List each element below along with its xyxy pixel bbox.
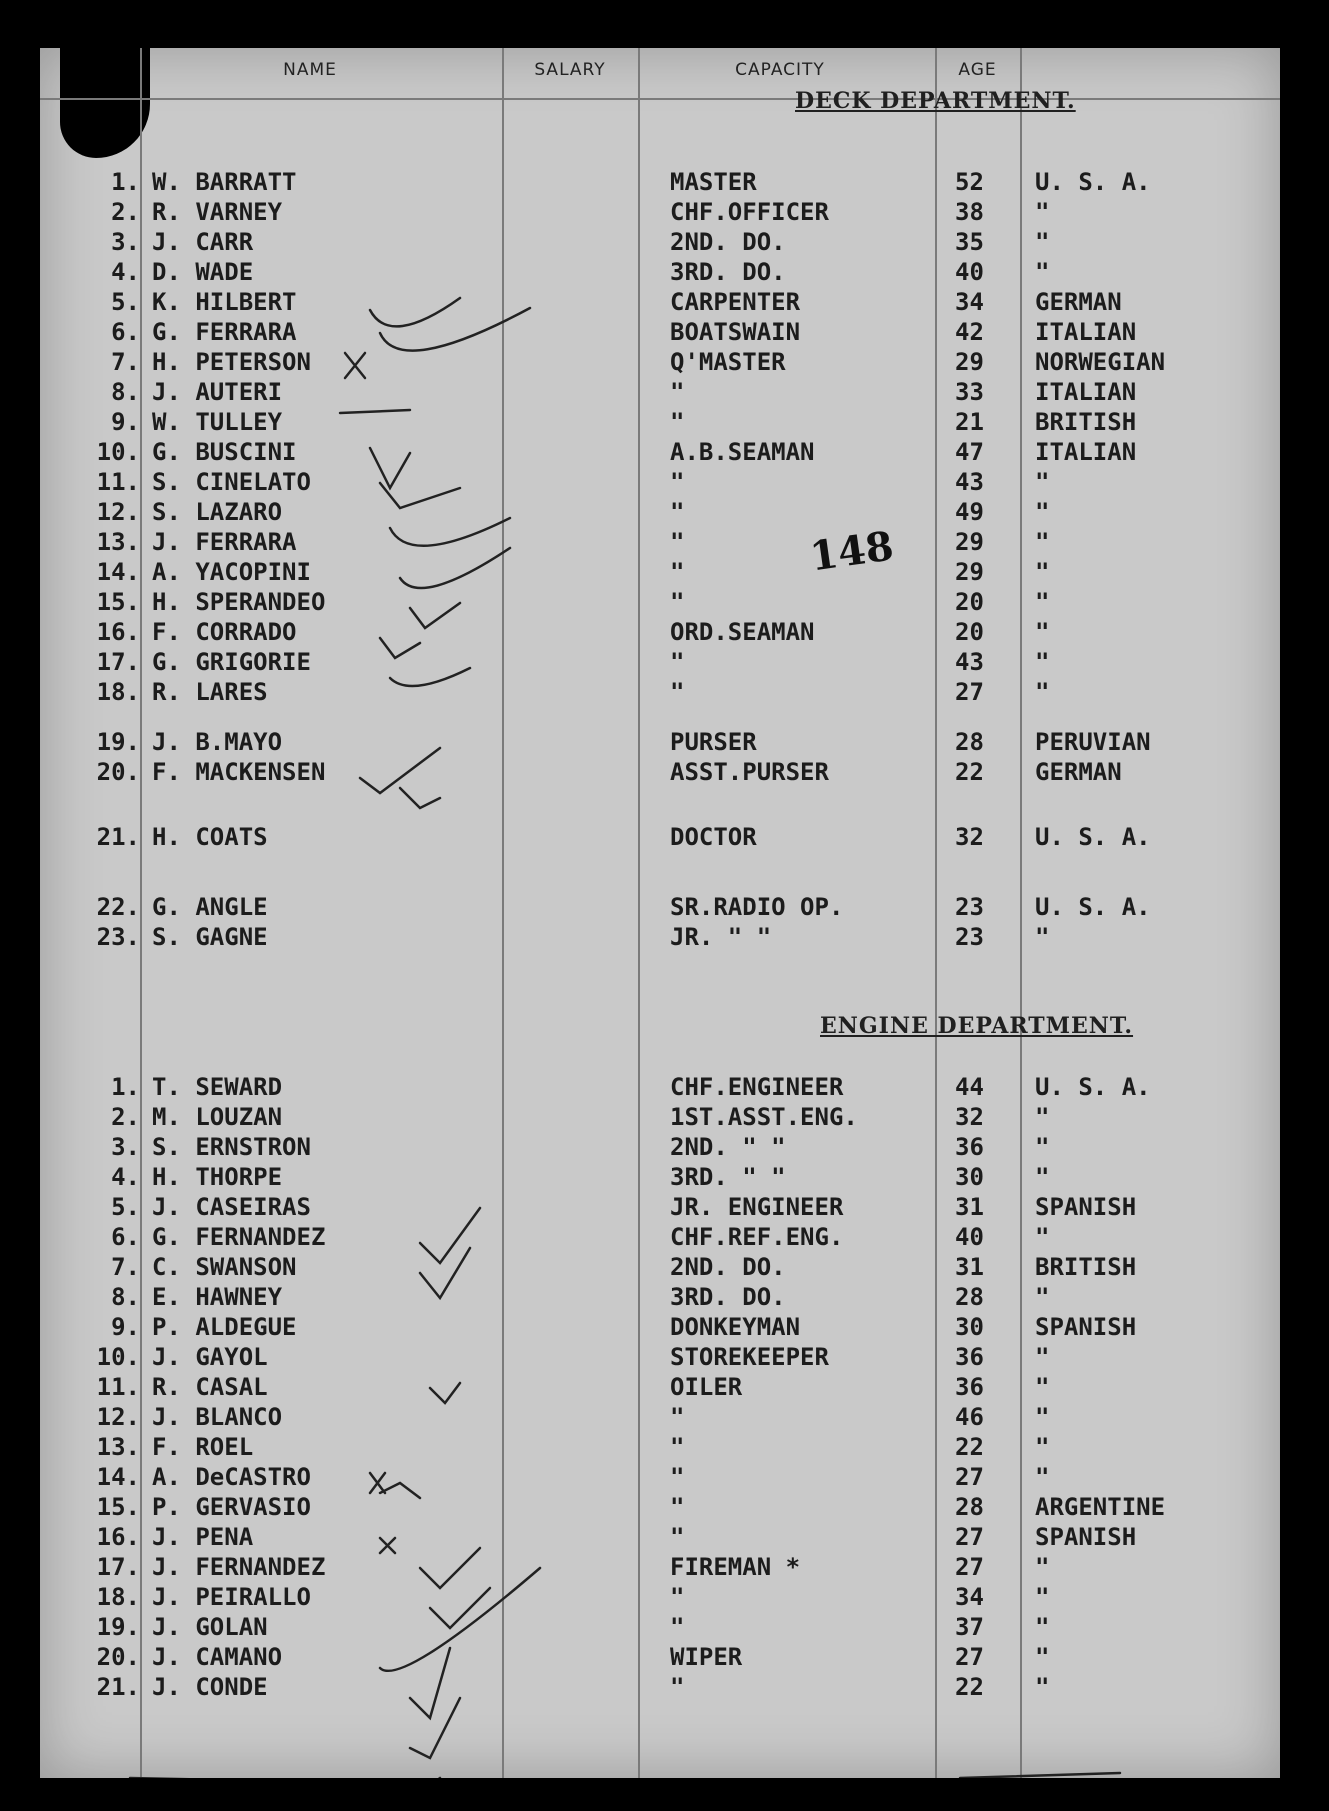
crew-name: J. BLANCO — [152, 1403, 283, 1431]
crew-age: 36 — [955, 1133, 984, 1161]
crew-name: R. CASAL — [152, 1373, 268, 1401]
crew-nationality: " — [1035, 468, 1050, 496]
crew-capacity: FIREMAN * — [670, 1553, 801, 1581]
crew-nationality: BRITISH — [1035, 408, 1137, 436]
crew-nationality: U. S. A. — [1035, 1073, 1151, 1101]
crew-nationality: " — [1035, 618, 1050, 646]
crew-name: J. GAYOL — [152, 1343, 268, 1371]
crew-number: 5. — [111, 1193, 140, 1221]
crew-number: 23. — [96, 923, 140, 951]
crew-age: 49 — [955, 498, 984, 526]
crew-name: S. CINELATO — [152, 468, 311, 496]
crew-name: A. YACOPINI — [152, 558, 311, 586]
crew-capacity: ASST.PURSER — [670, 758, 829, 786]
crew-name: H. PETERSON — [152, 348, 311, 376]
crew-name: G. FERNANDEZ — [152, 1223, 326, 1251]
crew-number: 19. — [96, 728, 140, 756]
salary-header: SALARY — [534, 60, 606, 80]
crew-age: 22 — [955, 758, 984, 786]
crew-name: R. LARES — [152, 678, 268, 706]
crew-age: 32 — [955, 1103, 984, 1131]
crew-age: 28 — [955, 728, 984, 756]
crew-nationality: U. S. A. — [1035, 168, 1151, 196]
crew-name: K. HILBERT — [152, 288, 297, 316]
crew-nationality: BRITISH — [1035, 1253, 1137, 1281]
crew-capacity: CHF.ENGINEER — [670, 1073, 844, 1101]
crew-number: 6. — [111, 1223, 140, 1251]
crew-capacity: " — [670, 498, 685, 526]
crew-capacity: " — [670, 1613, 685, 1641]
crew-nationality: " — [1035, 1283, 1050, 1311]
crew-name: A. DeCASTRO — [152, 1463, 311, 1491]
crew-number: 21. — [96, 823, 140, 851]
crew-age: 38 — [955, 198, 984, 226]
crew-name: G. BUSCINI — [152, 438, 297, 466]
crew-capacity: " — [670, 1463, 685, 1491]
crew-age: 20 — [955, 588, 984, 616]
crew-age: 43 — [955, 468, 984, 496]
crew-nationality: SPANISH — [1035, 1523, 1137, 1551]
crew-number: 15. — [96, 1493, 140, 1521]
crew-number: 3. — [111, 228, 140, 256]
crew-age: 31 — [955, 1193, 984, 1221]
crew-number: 11. — [96, 1373, 140, 1401]
crew-name: R. VARNEY — [152, 198, 283, 226]
crew-nationality: " — [1035, 1673, 1050, 1701]
crew-nationality: " — [1035, 1583, 1050, 1611]
crew-age: 20 — [955, 618, 984, 646]
crew-nationality: U. S. A. — [1035, 893, 1151, 921]
crew-number: 15. — [96, 588, 140, 616]
crew-nationality: GERMAN — [1035, 758, 1122, 786]
crew-name: J. CONDE — [152, 1673, 268, 1701]
crew-nationality: " — [1035, 558, 1050, 586]
handwritten-check-marks — [40, 48, 1280, 1778]
crew-name: T. SEWARD — [152, 1073, 283, 1101]
crew-number: 1. — [111, 168, 140, 196]
crew-number: 21. — [96, 1673, 140, 1701]
crew-number: 12. — [96, 1403, 140, 1431]
crew-capacity: A.B.SEAMAN — [670, 438, 815, 466]
crew-number: 7. — [111, 348, 140, 376]
crew-age: 29 — [955, 528, 984, 556]
crew-nationality: " — [1035, 1433, 1050, 1461]
crew-number: 10. — [96, 438, 140, 466]
crew-nationality: " — [1035, 588, 1050, 616]
crew-nationality: PERUVIAN — [1035, 728, 1151, 756]
crew-nationality: " — [1035, 1163, 1050, 1191]
crew-name: F. ROEL — [152, 1433, 254, 1461]
crew-age: 22 — [955, 1433, 984, 1461]
crew-age: 37 — [955, 1613, 984, 1641]
crew-capacity: " — [670, 678, 685, 706]
crew-number: 5. — [111, 288, 140, 316]
name-header: NAME — [283, 60, 337, 80]
crew-name: J. B.MAYO — [152, 728, 283, 756]
crew-age: 36 — [955, 1373, 984, 1401]
crew-number: 16. — [96, 1523, 140, 1551]
crew-number: 3. — [111, 1133, 140, 1161]
crew-name: D. WADE — [152, 258, 254, 286]
crew-number: 16. — [96, 618, 140, 646]
crew-capacity: 2ND. " " — [670, 1133, 786, 1161]
crew-nationality: SPANISH — [1035, 1313, 1137, 1341]
crew-name: J. FERRARA — [152, 528, 297, 556]
crew-name: G. ANGLE — [152, 893, 268, 921]
crew-nationality: ARGENTINE — [1035, 1493, 1166, 1521]
crew-number: 6. — [111, 318, 140, 346]
crew-capacity: 1ST.ASST.ENG. — [670, 1103, 858, 1131]
crew-capacity: CHF.OFFICER — [670, 198, 829, 226]
crew-capacity: JR. ENGINEER — [670, 1193, 844, 1221]
crew-age: 27 — [955, 1463, 984, 1491]
crew-capacity: 2ND. DO. — [670, 1253, 786, 1281]
crew-name: H. SPERANDEO — [152, 588, 326, 616]
crew-capacity: ORD.SEAMAN — [670, 618, 815, 646]
page-number-stamp: 148 — [807, 522, 897, 581]
crew-name: P. GERVASIO — [152, 1493, 311, 1521]
crew-list-page — [40, 48, 1280, 1778]
crew-age: 52 — [955, 168, 984, 196]
crew-capacity: " — [670, 1403, 685, 1431]
crew-nationality: " — [1035, 258, 1050, 286]
crew-number: 22. — [96, 893, 140, 921]
crew-capacity: DONKEYMAN — [670, 1313, 801, 1341]
crew-name: S. ERNSTRON — [152, 1133, 311, 1161]
crew-nationality: " — [1035, 1343, 1050, 1371]
crew-nationality: " — [1035, 528, 1050, 556]
crew-age: 40 — [955, 258, 984, 286]
crew-number: 17. — [96, 648, 140, 676]
crew-age: 36 — [955, 1343, 984, 1371]
crew-capacity: BOATSWAIN — [670, 318, 801, 346]
crew-name: P. ALDEGUE — [152, 1313, 297, 1341]
crew-name: E. HAWNEY — [152, 1283, 283, 1311]
crew-capacity: 2ND. DO. — [670, 228, 786, 256]
deck-department-title: DECK DEPARTMENT. — [795, 88, 1076, 114]
crew-name: J. PENA — [152, 1523, 254, 1551]
crew-number: 4. — [111, 258, 140, 286]
crew-number: 1. — [111, 1073, 140, 1101]
crew-age: 22 — [955, 1673, 984, 1701]
crew-age: 34 — [955, 288, 984, 316]
crew-age: 27 — [955, 1643, 984, 1671]
crew-capacity: " — [670, 1493, 685, 1521]
crew-name: M. LOUZAN — [152, 1103, 283, 1131]
engine-department-title: ENGINE DEPARTMENT. — [820, 1013, 1134, 1039]
crew-name: H. THORPE — [152, 1163, 283, 1191]
crew-capacity: " — [670, 378, 685, 406]
crew-name: F. MACKENSEN — [152, 758, 326, 786]
crew-capacity: " — [670, 1523, 685, 1551]
crew-age: 27 — [955, 1523, 984, 1551]
crew-capacity: WIPER — [670, 1643, 743, 1671]
crew-capacity: " — [670, 528, 685, 556]
crew-age: 33 — [955, 378, 984, 406]
crew-name: G. FERRARA — [152, 318, 297, 346]
crew-age: 30 — [955, 1313, 984, 1341]
crew-nationality: " — [1035, 1133, 1050, 1161]
crew-number: 13. — [96, 528, 140, 556]
crew-number: 20. — [96, 758, 140, 786]
crew-age: 23 — [955, 893, 984, 921]
age-header: AGE — [958, 60, 997, 80]
crew-capacity: JR. " " — [670, 923, 772, 951]
crew-age: 21 — [955, 408, 984, 436]
crew-nationality: ITALIAN — [1035, 318, 1137, 346]
crew-nationality: " — [1035, 1223, 1050, 1251]
crew-name: W. TULLEY — [152, 408, 283, 436]
crew-number: 2. — [111, 1103, 140, 1131]
crew-number: 10. — [96, 1343, 140, 1371]
crew-age: 44 — [955, 1073, 984, 1101]
crew-age: 34 — [955, 1583, 984, 1611]
crew-name: J. PEIRALLO — [152, 1583, 311, 1611]
crew-capacity: 3RD. " " — [670, 1163, 786, 1191]
crew-age: 40 — [955, 1223, 984, 1251]
crew-age: 35 — [955, 228, 984, 256]
crew-age: 29 — [955, 558, 984, 586]
crew-age: 28 — [955, 1283, 984, 1311]
crew-age: 42 — [955, 318, 984, 346]
crew-capacity: DOCTOR — [670, 823, 757, 851]
crew-capacity: PURSER — [670, 728, 757, 756]
crew-capacity: " — [670, 468, 685, 496]
crew-number: 12. — [96, 498, 140, 526]
crew-name: J. CARR — [152, 228, 254, 256]
crew-number: 8. — [111, 378, 140, 406]
crew-age: 31 — [955, 1253, 984, 1281]
crew-nationality: SPANISH — [1035, 1193, 1137, 1221]
crew-nationality: GERMAN — [1035, 288, 1122, 316]
crew-number: 18. — [96, 678, 140, 706]
crew-age: 30 — [955, 1163, 984, 1191]
crew-nationality: " — [1035, 228, 1050, 256]
crew-nationality: " — [1035, 1613, 1050, 1641]
crew-capacity: STOREKEEPER — [670, 1343, 829, 1371]
crew-name: J. FERNANDEZ — [152, 1553, 326, 1581]
crew-capacity: " — [670, 408, 685, 436]
crew-number: 19. — [96, 1613, 140, 1641]
crew-capacity: CHF.REF.ENG. — [670, 1223, 844, 1251]
crew-age: 47 — [955, 438, 984, 466]
crew-age: 43 — [955, 648, 984, 676]
crew-name: C. SWANSON — [152, 1253, 297, 1281]
crew-name: J. AUTERI — [152, 378, 283, 406]
crew-number: 8. — [111, 1283, 140, 1311]
crew-capacity: " — [670, 588, 685, 616]
crew-number: 9. — [111, 1313, 140, 1341]
crew-nationality: " — [1035, 678, 1050, 706]
crew-age: 27 — [955, 678, 984, 706]
crew-nationality: " — [1035, 1553, 1050, 1581]
crew-capacity: CARPENTER — [670, 288, 801, 316]
crew-number: 20. — [96, 1643, 140, 1671]
crew-name: F. CORRADO — [152, 618, 297, 646]
crew-name: G. GRIGORIE — [152, 648, 311, 676]
crew-number: 18. — [96, 1583, 140, 1611]
capacity-header: CAPACITY — [735, 60, 825, 80]
crew-number: 13. — [96, 1433, 140, 1461]
crew-capacity: SR.RADIO OP. — [670, 893, 844, 921]
crew-nationality: U. S. A. — [1035, 823, 1151, 851]
crew-name: S. LAZARO — [152, 498, 283, 526]
crew-nationality: " — [1035, 923, 1050, 951]
crew-capacity: " — [670, 558, 685, 586]
crew-age: 28 — [955, 1493, 984, 1521]
crew-capacity: 3RD. DO. — [670, 1283, 786, 1311]
crew-capacity: " — [670, 1673, 685, 1701]
crew-number: 2. — [111, 198, 140, 226]
crew-nationality: NORWEGIAN — [1035, 348, 1166, 376]
crew-age: 23 — [955, 923, 984, 951]
crew-number: 17. — [96, 1553, 140, 1581]
crew-number: 9. — [111, 408, 140, 436]
crew-name: J. GOLAN — [152, 1613, 268, 1641]
crew-name: H. COATS — [152, 823, 268, 851]
crew-name: J. CASEIRAS — [152, 1193, 311, 1221]
crew-capacity: OILER — [670, 1373, 743, 1401]
crew-capacity: Q'MASTER — [670, 348, 786, 376]
crew-capacity: " — [670, 1433, 685, 1461]
crew-name: S. GAGNE — [152, 923, 268, 951]
crew-capacity: 3RD. DO. — [670, 258, 786, 286]
crew-number: 7. — [111, 1253, 140, 1281]
crew-nationality: " — [1035, 1403, 1050, 1431]
crew-age: 46 — [955, 1403, 984, 1431]
crew-name: W. BARRATT — [152, 168, 297, 196]
crew-nationality: " — [1035, 198, 1050, 226]
crew-nationality: " — [1035, 1463, 1050, 1491]
crew-name: J. CAMANO — [152, 1643, 283, 1671]
crew-capacity: MASTER — [670, 168, 757, 196]
crew-nationality: " — [1035, 498, 1050, 526]
crew-nationality: " — [1035, 1643, 1050, 1671]
crew-nationality: " — [1035, 648, 1050, 676]
crew-number: 14. — [96, 558, 140, 586]
crew-nationality: " — [1035, 1103, 1050, 1131]
crew-age: 29 — [955, 348, 984, 376]
crew-capacity: " — [670, 648, 685, 676]
crew-number: 11. — [96, 468, 140, 496]
crew-number: 4. — [111, 1163, 140, 1191]
crew-number: 14. — [96, 1463, 140, 1491]
crew-age: 27 — [955, 1553, 984, 1581]
crew-capacity: " — [670, 1583, 685, 1611]
crew-nationality: " — [1035, 1373, 1050, 1401]
crew-age: 32 — [955, 823, 984, 851]
crew-nationality: ITALIAN — [1035, 438, 1137, 466]
crew-nationality: ITALIAN — [1035, 378, 1137, 406]
